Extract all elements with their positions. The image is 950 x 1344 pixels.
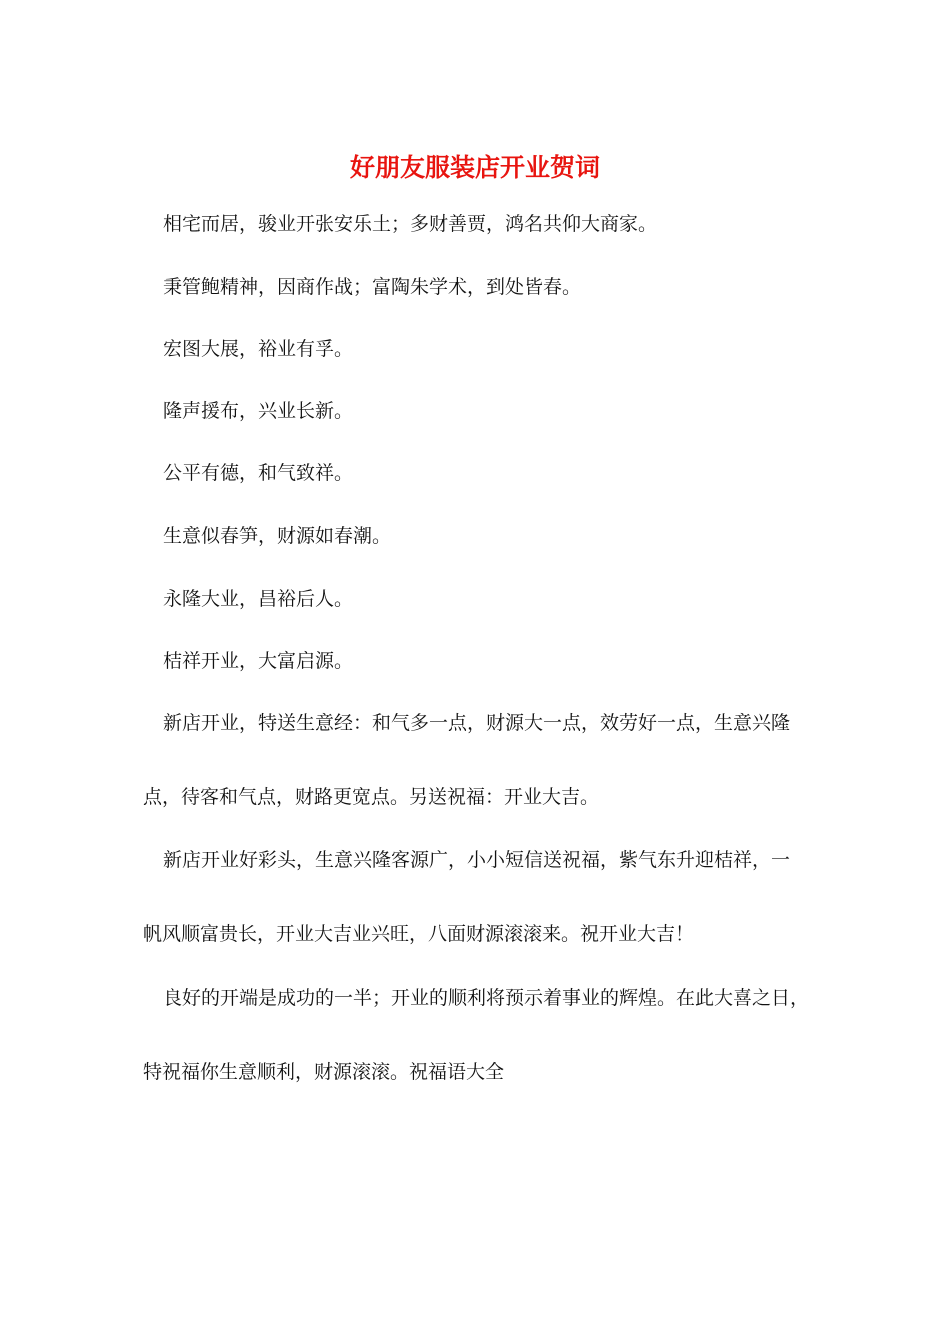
paragraph-line: 相宅而居，骏业开张安乐土；多财善贾，鸿名共仰大商家。 — [163, 213, 658, 235]
paragraph-8 — [143, 647, 813, 675]
paragraph-3 — [143, 335, 813, 363]
paragraph-line: 宏图大展，裕业有孚。 — [163, 338, 354, 360]
paragraph-9 — [143, 686, 813, 834]
paragraph-line: 隆声援布，兴业长新。 — [163, 400, 354, 422]
paragraph-4 — [143, 397, 813, 425]
paragraph-line: 桔祥开业，大富启源。 — [163, 650, 354, 672]
paragraph-6 — [143, 522, 813, 550]
document-title: 好朋友服装店开业贺词 — [349, 153, 600, 182]
paragraph-5 — [143, 459, 813, 487]
paragraph-7 — [143, 585, 813, 613]
paragraph-11 — [143, 961, 813, 1109]
paragraph-line: 秉管鲍精神，因商作战；富陶朱学术，到处皆春。 — [163, 276, 582, 298]
paragraph-line: 良好的开端是成功的一半；开业的顺利将预示着事业的辉煌。在此大喜之日， — [163, 987, 810, 1009]
paragraph-line: 公平有德，和气致祥。 — [163, 462, 354, 484]
paragraph-line: 永隆大业，昌裕后人。 — [163, 588, 354, 610]
paragraph-line: 点，待客和气点，财路更宽点。另送祝福：开业大吉。 — [143, 786, 600, 808]
paragraph-line: 新店开业，特送生意经：和气多一点，财源大一点，效劳好一点，生意兴隆 — [163, 712, 791, 734]
paragraph-2 — [143, 273, 813, 301]
paragraph-line: 新店开业好彩头，生意兴隆客源广，小小短信送祝福，紫气东升迎桔祥，一 — [163, 849, 791, 871]
paragraph-line: 生意似春笋，财源如春潮。 — [163, 525, 392, 547]
paragraph-10 — [143, 823, 813, 971]
paragraph-1 — [143, 210, 813, 238]
paragraph-line: 特祝福你生意顺利，财源滚滚。祝福语大全 — [143, 1061, 505, 1083]
paragraph-line: 帆风顺富贵长，开业大吉业兴旺，八面财源滚滚来。祝开业大吉！ — [143, 923, 695, 945]
